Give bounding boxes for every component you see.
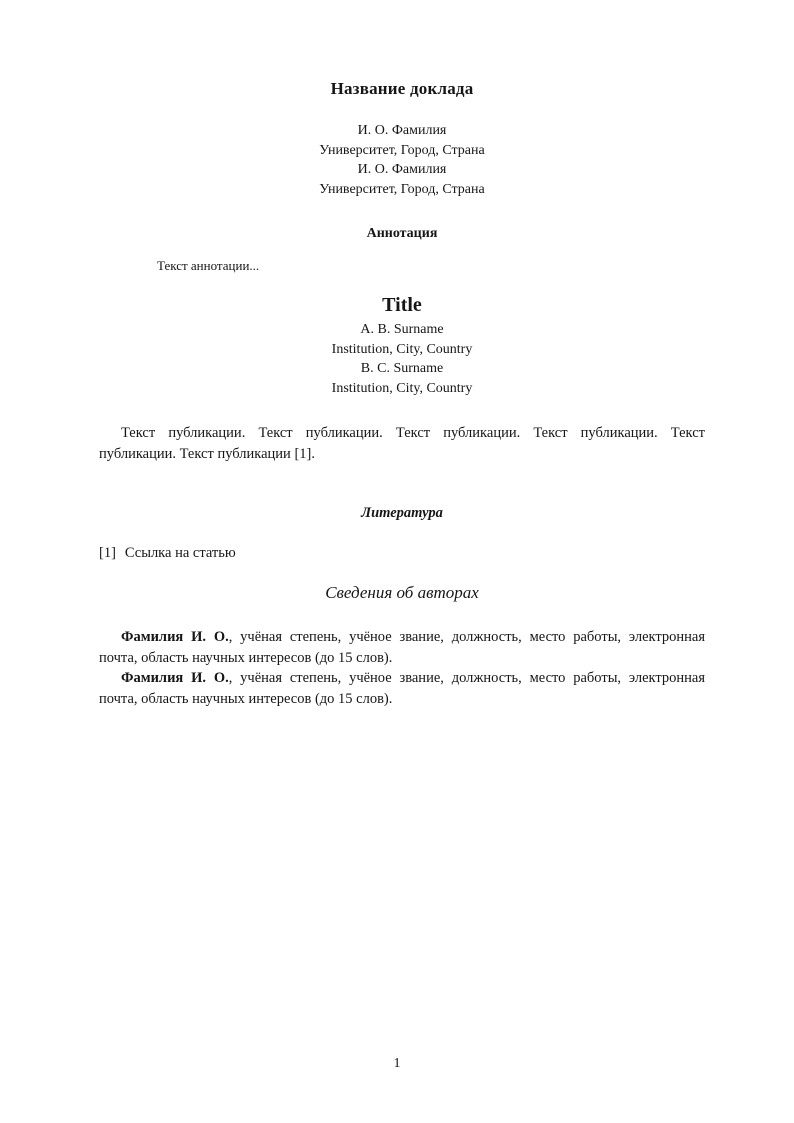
russian-author-2-name: И. О. Фамилия — [357, 162, 447, 177]
references-heading: Литература — [361, 505, 443, 521]
document-content — [99, 0, 705, 709]
russian-author-2-affiliation: Университет, Город, Страна — [319, 181, 485, 197]
report-title-english: Title — [382, 294, 422, 316]
abstract-heading: Аннотация — [366, 226, 438, 241]
author-info-details: , учёная степень, учёное звание, должность, место работы, электронная почта, область научных интересов (до 15 слов). — [99, 629, 706, 666]
author-info-entry — [99, 668, 705, 709]
reference-text: Ссылка на статью — [124, 545, 236, 561]
russian-authors-block — [99, 121, 705, 199]
authors-info-heading: Сведения об авторах — [325, 583, 479, 602]
english-author-1-affiliation: Institution, City, Country — [331, 341, 473, 357]
author-info-name: Фамилия И. О. — [121, 629, 229, 645]
english-author-2-name: B. C. Surname — [360, 361, 444, 376]
authors-info-entries — [99, 627, 705, 709]
author-info-name: Фамилия И. О. — [121, 670, 229, 686]
page-number: 1 — [393, 1056, 401, 1071]
reference-label: [1] — [99, 545, 116, 561]
english-authors-block — [99, 320, 705, 398]
russian-author-1-affiliation: Университет, Город, Страна — [319, 142, 485, 158]
english-author-2-affiliation: Institution, City, Country — [331, 380, 473, 396]
report-title-russian: Название доклада — [330, 79, 474, 98]
publication-text-paragraph: Текст публикации. Текст публикации. Текст публикации. Текст публикации. Текст публикации. Текст публикации [1]. — [99, 425, 705, 462]
russian-author-1-name: И. О. Фамилия — [357, 123, 447, 138]
english-author-1-name: A. B. Surname — [360, 322, 444, 337]
abstract-text: Текст аннотации... — [157, 258, 260, 273]
reference-item — [99, 545, 705, 562]
author-info-details: , учёная степень, учёное звание, должность, место работы, электронная почта, область научных интересов (до 15 слов). — [99, 670, 706, 707]
author-info-entry — [99, 627, 705, 668]
